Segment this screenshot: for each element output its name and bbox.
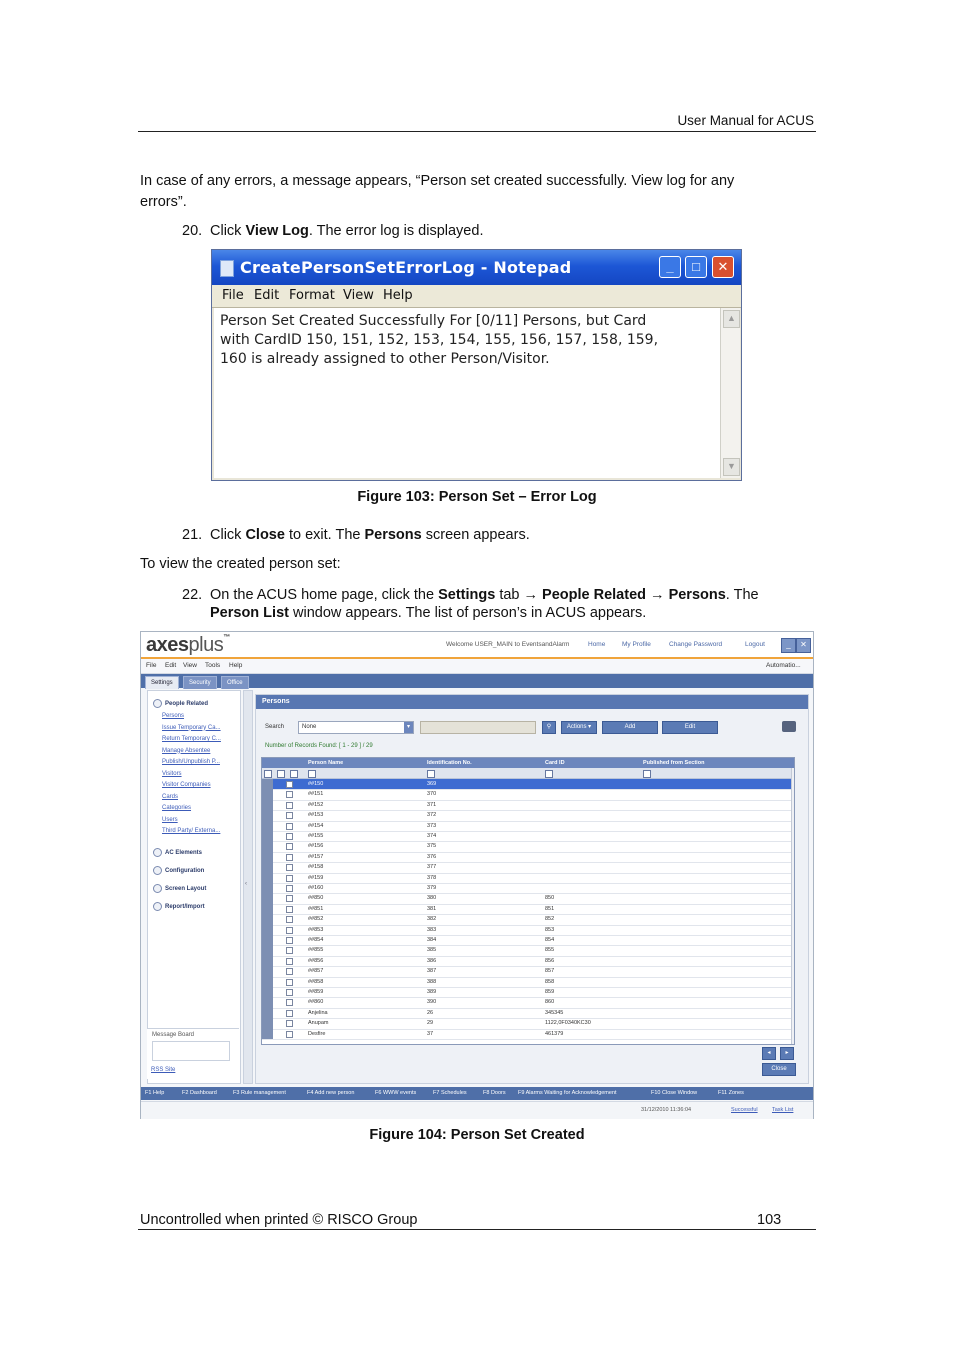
sidebar-group-people-related[interactable]: People Related — [153, 699, 208, 708]
menu-view[interactable]: View — [343, 288, 374, 303]
cell-identification-no: 369 — [427, 781, 437, 787]
cell-person-name: ##153 — [308, 812, 324, 819]
cell-identification-no: 377 — [427, 864, 437, 871]
sidebar-item-users[interactable]: Users — [162, 816, 178, 823]
filter-published[interactable] — [643, 770, 651, 778]
minimize-button[interactable]: _ — [659, 256, 681, 278]
cell-identification-no: 380 — [427, 895, 437, 902]
app-menu-edit[interactable]: Edit — [165, 662, 177, 669]
row-checkbox[interactable] — [286, 937, 293, 944]
column-card-id[interactable]: Card ID — [545, 760, 565, 766]
row-gutter — [262, 841, 273, 851]
cell-card-id: 852 — [545, 916, 555, 923]
search-select[interactable]: None ▾ — [298, 721, 414, 734]
filter-identification[interactable] — [427, 770, 435, 778]
row-checkbox[interactable] — [286, 864, 293, 871]
row-gutter — [262, 945, 273, 955]
cell-identification-no: 383 — [427, 926, 437, 933]
app-menu-view[interactable]: View — [183, 662, 197, 669]
cell-person-name: Anupam — [308, 1020, 329, 1027]
message-board-label: Message Board — [152, 1032, 195, 1038]
row-checkbox[interactable] — [286, 906, 293, 913]
row-checkbox[interactable] — [286, 999, 293, 1006]
fkey-f1[interactable]: F1 Help — [145, 1090, 165, 1096]
maximize-button[interactable]: □ — [685, 256, 707, 278]
close-app-button[interactable]: Close — [762, 1063, 796, 1076]
app-menu-bar — [141, 659, 813, 674]
step-number: 21. — [182, 527, 203, 543]
cell-identification-no: 388 — [427, 978, 437, 985]
header-rule — [138, 131, 816, 132]
row-gutter — [262, 904, 273, 914]
notepad-window — [211, 249, 742, 481]
status-datetime: 31/12/2010 11:36:04 — [641, 1107, 692, 1113]
step-text: Click Close to exit. The Persons screen appears. — [210, 527, 530, 543]
step-22 — [182, 586, 822, 622]
cell-person-name: ##157 — [308, 853, 324, 860]
row-gutter — [262, 810, 273, 820]
close-icon[interactable]: ✕ — [796, 638, 811, 653]
cell-card-id: 1122,0F0340KC30 — [545, 1020, 591, 1027]
row-checkbox[interactable] — [286, 843, 293, 850]
collapse-icon — [153, 699, 162, 708]
log-line-2: with CardID 150, 151, 152, 153, 154, 155, 156, 157, 158, 159, — [220, 332, 659, 348]
row-gutter — [262, 883, 273, 893]
row-checkbox[interactable] — [286, 1031, 293, 1038]
welcome-text: Welcome USER_MAIN to EventsandAlarm — [446, 641, 570, 648]
cell-identification-no: 376 — [427, 853, 437, 860]
cell-person-name: Anjelina — [308, 1009, 328, 1016]
change-password-link[interactable]: Change Password — [669, 641, 723, 648]
close-button[interactable]: ✕ — [712, 256, 734, 278]
filter-checkbox[interactable] — [264, 770, 272, 778]
sidebar-section-configuration[interactable]: Configuration — [153, 866, 204, 875]
cell-person-name: ##858 — [308, 978, 324, 985]
cell-identification-no: 371 — [427, 801, 437, 808]
expand-icon — [153, 866, 162, 875]
step-20 — [182, 222, 802, 240]
cell-card-id: 858 — [545, 978, 555, 985]
tab-security[interactable]: Security — [183, 676, 217, 689]
notepad-scrollbar[interactable] — [720, 308, 740, 478]
app-menu-help[interactable]: Help — [229, 662, 243, 669]
cell-identification-no: 26 — [427, 1009, 434, 1016]
row-checkbox[interactable] — [286, 854, 293, 861]
sidebar-item-cards[interactable]: Cards — [162, 793, 179, 800]
column-published-from-section[interactable]: Published from Section — [643, 760, 705, 766]
row-checkbox[interactable] — [286, 781, 293, 788]
row-gutter — [262, 997, 273, 1007]
cell-card-id: 855 — [545, 947, 555, 954]
cell-card-id: 860 — [545, 999, 555, 1006]
menu-edit[interactable]: Edit — [254, 288, 280, 303]
intro-line-1: In case of any errors, a message appears, “Person set created successfully. View log for any — [140, 173, 735, 189]
step-number: 20. — [182, 223, 203, 239]
my-profile-link[interactable]: My Profile — [622, 641, 651, 648]
cell-identification-no: 385 — [427, 947, 437, 954]
row-gutter — [262, 935, 273, 945]
app-menu-tools[interactable]: Tools — [205, 662, 221, 669]
cell-identification-no: 379 — [427, 885, 437, 891]
filter-card-id[interactable] — [545, 770, 553, 778]
app-tab-bar — [141, 674, 813, 688]
row-gutter — [262, 862, 273, 872]
cell-identification-no: 373 — [427, 822, 437, 829]
cell-person-name: ##158 — [308, 864, 324, 871]
cell-person-name: ##156 — [308, 843, 324, 850]
row-checkbox[interactable] — [286, 916, 293, 923]
acus-app-window — [140, 631, 814, 1119]
cell-person-name: ##851 — [308, 905, 324, 912]
cell-identification-no: 387 — [427, 968, 437, 975]
notepad-title-bar[interactable] — [212, 250, 741, 285]
row-checkbox[interactable] — [286, 1020, 293, 1027]
app-status-bar — [141, 1101, 813, 1119]
rss-site-link[interactable]: RSS Site — [151, 1067, 176, 1073]
intro-paragraph — [140, 171, 810, 213]
cell-person-name: ##860 — [308, 999, 324, 1006]
column-person-name[interactable]: Person Name — [308, 760, 344, 766]
cell-identification-no: 374 — [427, 833, 437, 839]
prev-page-icon[interactable]: ◂ — [762, 1047, 776, 1060]
grid-filter-row — [262, 768, 794, 779]
sidebar-item-persons[interactable]: Persons — [162, 713, 185, 719]
cell-card-id: 856 — [545, 957, 555, 964]
footer-text: Uncontrolled when printed © RISCO Group — [140, 1212, 418, 1228]
row-gutter — [262, 852, 273, 862]
cell-identification-no: 384 — [427, 937, 437, 943]
search-label: Search — [265, 724, 285, 730]
row-gutter — [262, 914, 273, 924]
table-row[interactable] — [262, 1029, 794, 1040]
printer-icon[interactable] — [782, 721, 796, 732]
settings-sidebar — [147, 690, 241, 1084]
cell-identification-no: 386 — [427, 957, 437, 964]
cell-person-name: ##159 — [308, 874, 324, 881]
cell-person-name: ##856 — [308, 957, 324, 964]
status-successful-link[interactable]: Successful — [731, 1107, 758, 1113]
fkey-f2[interactable]: F2 Dashboard — [182, 1090, 217, 1096]
row-gutter — [262, 789, 273, 799]
cell-person-name: ##857 — [308, 968, 324, 975]
row-checkbox[interactable] — [286, 947, 293, 954]
row-gutter — [262, 821, 273, 831]
cell-identification-no: 370 — [427, 791, 437, 798]
fkey-f4[interactable]: F4 Add new person — [307, 1090, 355, 1096]
cell-card-id: 857 — [545, 968, 555, 975]
cell-identification-no: 29 — [427, 1020, 434, 1027]
fkey-f9[interactable]: F9 Alarms Waiting for Acknowledgement — [518, 1090, 617, 1096]
cell-identification-no: 381 — [427, 905, 437, 912]
row-checkbox[interactable] — [286, 812, 293, 819]
row-gutter — [262, 873, 273, 883]
filter-name[interactable] — [308, 770, 316, 778]
view-instruction: To view the created person set: — [140, 556, 341, 572]
log-line-1: Person Set Created Successfully For [0/11] Persons, but Card — [220, 313, 647, 329]
search-icon[interactable]: ⚲ — [542, 721, 556, 734]
records-found-text: Number of Records Found: [ 1 - 29 ] / 29 — [265, 743, 373, 749]
row-checkbox[interactable] — [286, 1010, 293, 1017]
logout-link[interactable]: Logout — [745, 641, 765, 648]
cell-person-name: ##154 — [308, 822, 324, 829]
row-gutter — [262, 987, 273, 997]
tab-office[interactable]: Office — [221, 676, 249, 689]
sidebar-section-ac-elements[interactable]: AC Elements — [153, 848, 202, 857]
row-gutter — [262, 956, 273, 966]
fkey-f11[interactable]: F11 Zones — [718, 1090, 744, 1096]
scroll-down-icon[interactable]: ▼ — [723, 458, 740, 476]
notepad-menu-bar — [212, 285, 741, 308]
row-checkbox[interactable] — [286, 833, 293, 840]
row-checkbox[interactable] — [286, 895, 293, 902]
footer-rule — [138, 1229, 816, 1230]
scroll-up-icon[interactable]: ▲ — [723, 310, 740, 328]
running-header: User Manual for ACUS — [677, 113, 814, 128]
add-button[interactable]: Add — [602, 721, 658, 734]
step-number: 22. — [182, 587, 203, 603]
filter-checkbox[interactable] — [290, 770, 298, 778]
actions-button[interactable]: Actions ▾ — [561, 721, 597, 734]
figure-104-caption: Figure 104: Person Set Created — [369, 1127, 585, 1143]
cell-person-name: ##859 — [308, 989, 324, 995]
app-menu-automation[interactable]: Automatio... — [766, 662, 801, 669]
row-checkbox[interactable] — [286, 875, 293, 882]
row-checkbox[interactable] — [286, 823, 293, 830]
figure-103-caption: Figure 103: Person Set – Error Log — [357, 489, 597, 505]
sidebar-item-third-party[interactable]: Third Party/ Externa... — [162, 828, 221, 834]
row-checkbox[interactable] — [286, 979, 293, 986]
step-text-line-1: On the ACUS home page, click the Settings tab → People Related → Persons. The — [210, 587, 759, 603]
row-gutter — [262, 1008, 273, 1018]
log-line-3: 160 is already assigned to other Person/Visitor. — [220, 351, 550, 367]
cell-card-id: 853 — [545, 926, 555, 933]
row-checkbox[interactable] — [286, 968, 293, 975]
page-number: 103 — [757, 1212, 782, 1228]
row-gutter — [262, 925, 273, 935]
expand-icon — [153, 848, 162, 857]
notepad-icon — [220, 260, 234, 277]
cell-card-id: 851 — [545, 905, 555, 912]
expand-icon — [153, 884, 162, 893]
cell-person-name: ##855 — [308, 947, 324, 954]
sidebar-item-visitor-companies[interactable]: Visitor Companies — [162, 782, 211, 788]
cell-person-name: ##150 — [308, 781, 324, 787]
expand-icon — [153, 902, 162, 911]
row-gutter — [262, 831, 273, 841]
fkey-f3[interactable]: F3 Rule management — [233, 1090, 286, 1096]
row-checkbox[interactable] — [286, 791, 293, 798]
fkey-f7[interactable]: F7 Schedules — [433, 1090, 467, 1096]
sidebar-section-screen-layout[interactable]: Screen Layout — [153, 884, 206, 893]
person-list-grid — [261, 757, 795, 1045]
row-checkbox[interactable] — [286, 885, 293, 892]
home-link[interactable]: Home — [588, 641, 606, 648]
menu-help[interactable]: Help — [383, 288, 413, 303]
sidebar-item-issue-temporary-card[interactable]: Issue Temporary Ca... — [162, 724, 221, 731]
row-gutter — [262, 800, 273, 810]
message-board-box[interactable] — [152, 1041, 230, 1061]
cell-person-name: Desfire — [308, 1030, 326, 1037]
function-key-bar — [141, 1087, 813, 1100]
cell-card-id: 859 — [545, 989, 555, 995]
cell-card-id: 461379 — [545, 1030, 564, 1037]
cell-person-name: ##854 — [308, 937, 324, 943]
cell-card-id: 345345 — [545, 1009, 564, 1016]
sidebar-item-return-temporary-card[interactable]: Return Temporary C... — [162, 736, 221, 742]
sidebar-item-visitors[interactable]: Visitors — [162, 770, 182, 777]
message-board — [147, 1028, 239, 1079]
row-gutter — [262, 1018, 273, 1028]
grid-header — [262, 758, 794, 768]
edit-button[interactable]: Edit — [662, 721, 718, 734]
grid-body — [262, 779, 794, 1044]
row-gutter — [262, 893, 273, 903]
cell-person-name: ##155 — [308, 833, 324, 839]
filter-checkbox[interactable] — [277, 770, 285, 778]
sidebar-splitter[interactable] — [243, 690, 253, 1084]
cell-person-name: ##853 — [308, 926, 324, 933]
cell-person-name: ##152 — [308, 801, 324, 808]
step-text: Click View Log. The error log is displayed. — [210, 223, 484, 239]
sidebar-item-publish-unpublish[interactable]: Publish/Unpublish P... — [162, 759, 220, 765]
cell-identification-no: 389 — [427, 989, 437, 995]
cell-identification-no: 378 — [427, 874, 437, 881]
cell-person-name: ##151 — [308, 791, 324, 798]
row-gutter — [262, 977, 273, 987]
axesplus-logo: axesplus™ — [146, 634, 230, 656]
notepad-text-area[interactable] — [214, 308, 720, 478]
cell-card-id: 850 — [545, 895, 555, 902]
dropdown-arrow-icon: ▾ — [404, 722, 413, 733]
intro-line-2: errors”. — [140, 194, 187, 210]
fkey-f10[interactable]: F10 Close Window — [651, 1090, 698, 1096]
row-gutter — [262, 779, 273, 789]
cell-identification-no: 382 — [427, 916, 437, 923]
menu-format[interactable]: Format — [289, 288, 335, 303]
row-checkbox[interactable] — [286, 802, 293, 809]
persons-panel — [255, 694, 809, 1084]
menu-file[interactable]: File — [222, 288, 244, 303]
cell-person-name: ##852 — [308, 916, 324, 923]
sidebar-section-report-import[interactable]: Report/Import — [153, 902, 205, 911]
step-text-line-2: Person List window appears. The list of person’s in ACUS appears. — [210, 605, 647, 621]
row-gutter — [262, 1029, 273, 1039]
sidebar-item-manage-absentee[interactable]: Manage Absentee — [162, 747, 211, 754]
status-task-list-link[interactable]: Task List — [772, 1107, 794, 1113]
column-identification-no[interactable]: Identification No. — [427, 760, 472, 766]
row-checkbox[interactable] — [286, 989, 293, 996]
cell-identification-no: 372 — [427, 812, 437, 819]
next-page-icon[interactable]: ▸ — [780, 1047, 794, 1060]
fkey-f6[interactable]: F6 WWW events — [375, 1090, 417, 1096]
fkey-f8[interactable]: F8 Doors — [483, 1090, 506, 1096]
cell-person-name: ##160 — [308, 885, 324, 891]
cell-identification-no: 375 — [427, 843, 437, 850]
collapse-arrow-icon[interactable]: ‹ — [245, 881, 247, 887]
tab-settings[interactable]: Settings — [145, 676, 179, 689]
minimize-icon[interactable]: _ — [781, 638, 796, 653]
app-header — [141, 632, 813, 659]
search-input[interactable] — [420, 721, 536, 734]
row-gutter — [262, 966, 273, 976]
persons-panel-header: Persons — [256, 695, 808, 709]
row-checkbox[interactable] — [286, 958, 293, 965]
step-21 — [182, 526, 802, 544]
cell-person-name: ##850 — [308, 895, 324, 902]
app-menu-file[interactable]: File — [146, 662, 157, 669]
cell-identification-no: 37 — [427, 1030, 434, 1037]
sidebar-item-categories[interactable]: Categories — [162, 805, 192, 811]
row-checkbox[interactable] — [286, 927, 293, 934]
cell-card-id: 854 — [545, 937, 555, 943]
cell-identification-no: 390 — [427, 999, 437, 1006]
notepad-title: CreatePersonSetErrorLog - Notepad — [240, 258, 572, 277]
grid-scrollbar[interactable] — [791, 768, 795, 1044]
